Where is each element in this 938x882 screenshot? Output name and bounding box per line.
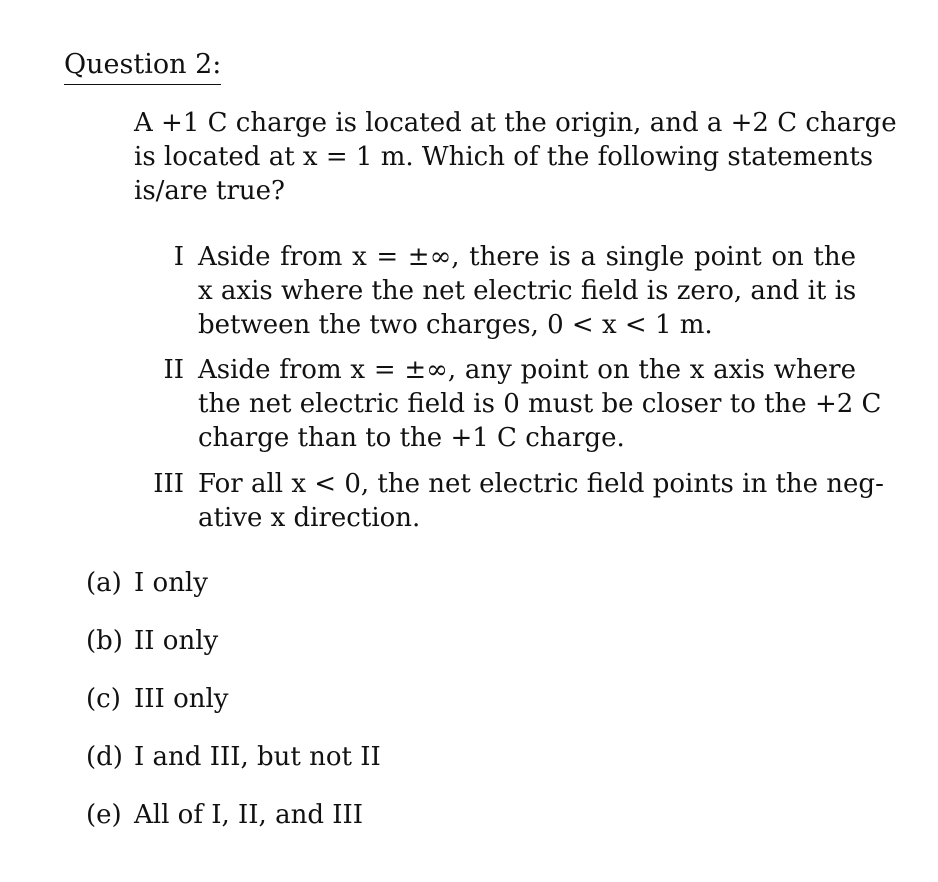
choice-label: (a)	[86, 568, 122, 598]
statement-text	[198, 353, 882, 455]
statement-line: ative x direction.	[198, 503, 421, 533]
choice-a[interactable]	[86, 566, 208, 600]
choice-text: All of I, II, and III	[134, 800, 364, 830]
statement-text	[198, 467, 884, 535]
statement-numeral: III	[153, 469, 184, 499]
statement-ii	[140, 353, 882, 455]
question-title: Question 2:	[64, 48, 221, 85]
statement-iii	[140, 467, 884, 535]
choice-e[interactable]	[86, 798, 363, 832]
choice-c[interactable]	[86, 682, 228, 716]
choice-text: I and III, but not II	[134, 742, 381, 772]
choice-label: (e)	[86, 800, 122, 830]
statement-line: between the two charges, 0 < x < 1 m.	[198, 310, 713, 340]
stem-line: A +1 C charge is located at the origin, and a +2 C charge	[134, 108, 897, 138]
choice-label: (b)	[86, 626, 123, 656]
stem-line: is/are true?	[134, 176, 285, 206]
statement-numeral: II	[163, 355, 184, 385]
choice-text: II only	[134, 626, 219, 656]
statement-numeral: I	[173, 242, 184, 272]
statement-text	[198, 240, 856, 342]
statement-line: Aside from x = ±∞, any point on the x axis where	[198, 355, 856, 385]
statement-line: charge than to the +1 C charge.	[198, 423, 625, 453]
statement-line: the net electric field is 0 must be closer to the +2 C	[198, 389, 882, 419]
question-stem	[134, 106, 897, 208]
statement-line: x axis where the net electric field is zero, and it is	[198, 276, 857, 306]
statement-line: For all x < 0, the net electric field points in the neg-	[198, 469, 884, 499]
choice-text: III only	[134, 684, 229, 714]
choice-label: (d)	[86, 742, 123, 772]
statement-i	[140, 240, 856, 342]
choice-label: (c)	[86, 684, 121, 714]
choice-text: I only	[134, 568, 208, 598]
choice-b[interactable]	[86, 624, 218, 658]
statement-line: Aside from x = ±∞, there is a single point on the	[198, 242, 856, 272]
choice-d[interactable]	[86, 740, 381, 774]
stem-line: is located at x = 1 m. Which of the following statements	[134, 142, 874, 172]
